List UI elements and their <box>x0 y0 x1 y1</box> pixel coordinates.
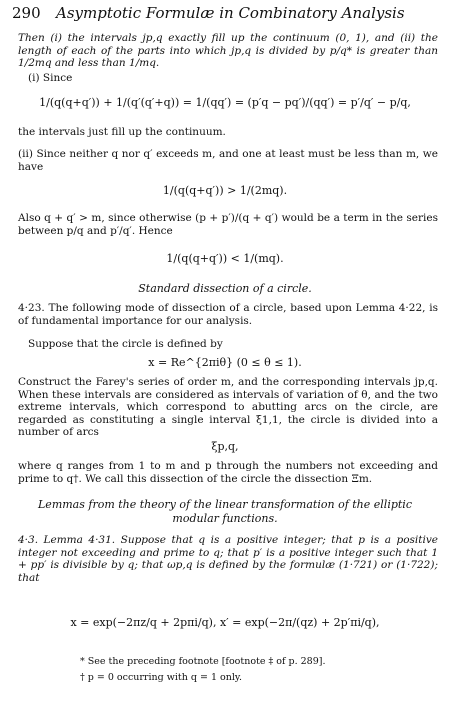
farey-construction-paragraph: Construct the Farey's series of order m, and the corresponding intervals jp,q. When these intervals are considered as intervals of variation of θ, and the two extreme intervals, which correspond to abutting arcs on the circle, are regarded as constituting a single interval ξ1,1, the circle is divided into a number of arcs <box>18 376 438 438</box>
equation-arcs: ξp,q, <box>211 440 239 453</box>
proof-i-intro: (i) Since <box>28 72 73 84</box>
circle-definition-intro: Suppose that the circle is defined by <box>28 338 223 350</box>
footnote-1: * See the preceding footnote [footnote ‡ of p. 289]. <box>80 656 326 667</box>
paragraph-also: Also q + q′ > m, since otherwise (p + p′)/(q + q′) would be a term in the series between p/q and p′/q′. Hence <box>18 212 438 237</box>
section-4-23-intro: 4·23. The following mode of dissection of a circle, based upon Lemma 4·22, is of fundamental importance for our analysis. <box>18 302 438 327</box>
lemmas-heading-line-1: Lemmas from the theory of the linear transformation of the elliptic <box>38 498 412 511</box>
lemma-conclusion: Then (i) the intervals jp,q exactly fill up the continuum (0, 1), and (ii) the length of each of the parts into which jp,q is divided by p/q* is greater than 1/2mq and less than 1/mq. <box>18 32 438 69</box>
lemma-4-31-statement: 4·3. Lemma 4·31. Suppose that q is a positive integer; that p is a positive integer not exceeding and prime to q; that p′ is a positive integer such that 1 + pp′ is divisible by q; that ωp,q is defined by the formulæ (1·721) or (1·722); that <box>18 534 438 584</box>
section-heading-standard-dissection: Standard dissection of a circle. <box>138 282 312 295</box>
lemmas-heading-line-2: modular functions. <box>172 512 278 525</box>
running-header <box>8 4 442 26</box>
running-title: Asymptotic Formulæ in Combinatory Analysis <box>56 4 405 22</box>
proof-ii-intro: (ii) Since neither q nor q′ exceeds m, and one at least must be less than m, we have <box>18 148 438 173</box>
equation-1: 1/(q(q+q′)) + 1/(q′(q′+q)) = 1/(qq′) = (p′q − pq′)/(qq′) = p′/q′ − p/q, <box>39 96 411 109</box>
proof-i-conclusion: the intervals just fill up the continuum. <box>18 126 226 138</box>
dissection-definition-paragraph: where q ranges from 1 to m and p through the numbers not exceeding and prime to q†. We call this dissection of the circle the dissection Ξm. <box>18 460 438 485</box>
equation-3: 1/(q(q+q′)) < 1/(mq). <box>166 252 284 265</box>
equation-x-xprime: x = exp(−2πz/q + 2pπi/q), x′ = exp(−2π/(qz) + 2p′πi/q), <box>70 616 380 629</box>
page-number: 290 <box>12 4 41 22</box>
equation-2: 1/(q(q+q′)) > 1/(2mq). <box>162 184 288 197</box>
footnote-2: † p = 0 occurring with q = 1 only. <box>80 672 243 683</box>
equation-circle: x = Re^{2πiθ} (0 ≤ θ ≤ 1). <box>148 356 302 369</box>
